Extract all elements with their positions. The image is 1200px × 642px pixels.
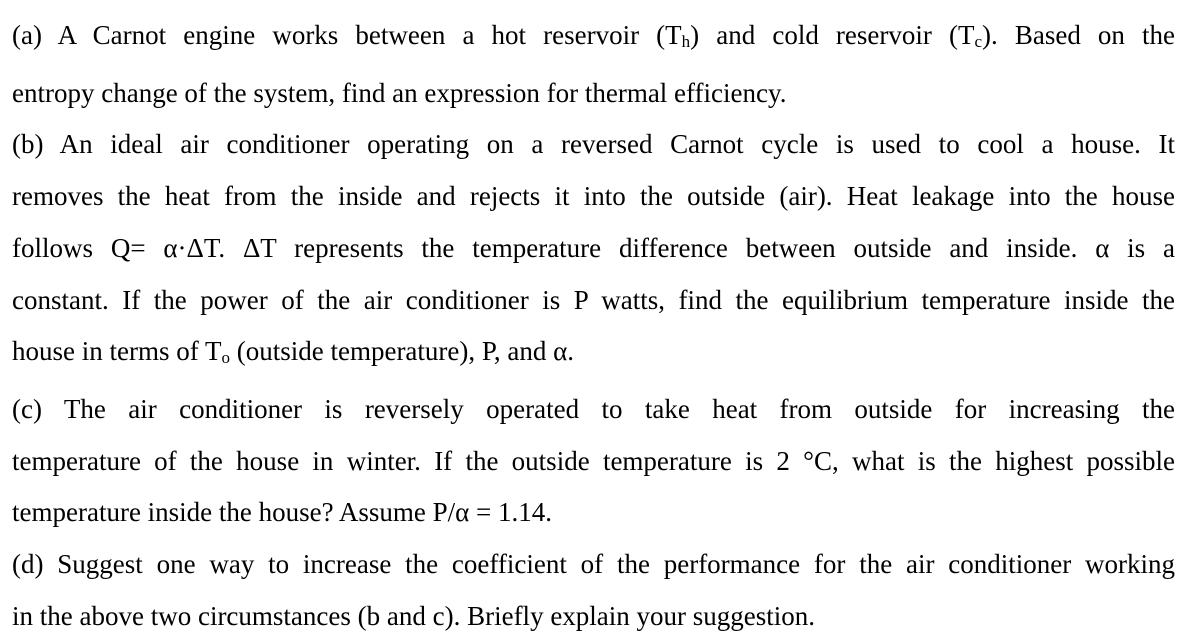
part-b-line-4: constant. If the power of the air conditioner is P watts, find the equilibrium temperature inside the (12, 284, 1175, 315)
part-b (12, 119, 1175, 384)
hot-subscript: h (681, 32, 691, 51)
part-c-line-3: temperature inside the house? Assume P/α = 1.14. (12, 497, 553, 528)
part-c (12, 384, 1175, 539)
part-b-line-5 (12, 326, 1175, 384)
part-b-text-1: house in terms of T (12, 336, 222, 367)
part-d-line-2: in the above two circumstances (b and c). Briefly explain your suggestion. (12, 600, 816, 631)
part-b-line-3: follows Q= α·ΔT. ΔT represents the temperature difference between outside and inside. α is a (12, 232, 1175, 263)
part-c-line-1: (c) The air conditioner is reversely operated to take heat from outside for increasing the (12, 393, 1175, 424)
cold-subscript: c (974, 32, 982, 51)
part-b-line-1: (b) An ideal air conditioner operating on a reversed Carnot cycle is used to cool a house. It (12, 129, 1175, 160)
part-b-line-2: removes the heat from the inside and rejects it into the outside (air). Heat leakage into the house (12, 181, 1175, 212)
part-a-line-2: entropy change of the system, find an expression for thermal efficiency. (12, 77, 787, 108)
part-a-text-3: ). Based on the (982, 20, 1175, 50)
part-a-text-1: (a) A Carnot engine works between a hot reservoir (T (12, 20, 682, 50)
part-a-text-2: ) and cold reservoir (T (690, 20, 975, 50)
question-page (12, 10, 1175, 642)
part-a-line-1 (12, 10, 1175, 68)
part-d (12, 539, 1175, 642)
part-b-text-2: (outside temperature), P, and α. (229, 336, 575, 367)
outside-subscript: o (221, 348, 230, 368)
part-a (12, 10, 1175, 119)
part-c-line-2: temperature of the house in winter. If the outside temperature is 2 °C, what is the highest possible (12, 445, 1175, 476)
part-d-line-1: (d) Suggest one way to increase the coefficient of the performance for the air conditioner working (12, 549, 1175, 580)
